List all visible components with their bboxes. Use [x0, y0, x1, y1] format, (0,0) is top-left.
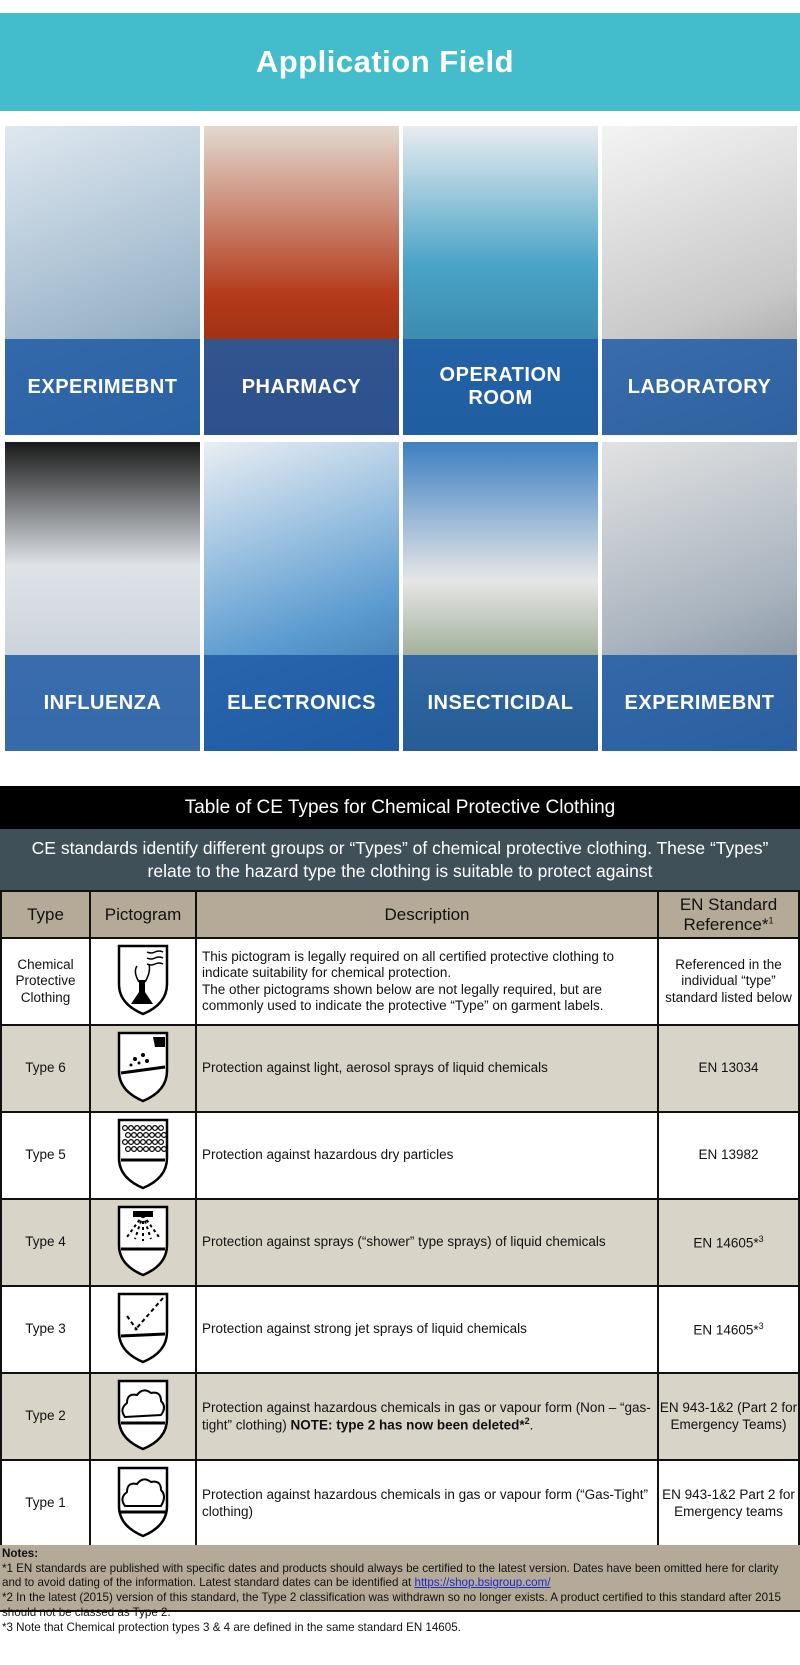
cell-pictogram	[90, 1286, 196, 1373]
cell-standard: EN 943-1&2 (Part 2 for Emergency Teams)	[658, 1373, 799, 1460]
tile-label: EXPERIMEBNT	[5, 339, 200, 435]
header-type: Type	[1, 891, 90, 938]
tile-experiment	[5, 126, 200, 435]
cell-description: Protection against sprays (“shower” type sprays) of liquid chemicals	[196, 1199, 658, 1286]
dry-particles-pictogram-icon	[113, 1116, 173, 1192]
table-subtitle: CE standards identify different groups or “Types” of chemical protective clothing. These “Types” relate to the hazard type the clothing is suitable to protect against	[0, 829, 800, 890]
application-grid	[5, 126, 796, 751]
note-3: *3 Note that Chemical protection types 3 & 4 are defined in the same standard EN 14605.	[2, 1620, 461, 1634]
light-spray-pictogram-icon	[113, 1029, 173, 1105]
cell-pictogram	[90, 1112, 196, 1199]
cell-type: Type 6	[1, 1025, 90, 1112]
tile-insecticidal	[403, 442, 598, 751]
tile-label: LABORATORY	[602, 339, 797, 435]
cell-description: Protection against light, aerosol sprays of liquid chemicals	[196, 1025, 658, 1112]
tile-label: INSECTICIDAL	[403, 655, 598, 751]
table-row	[1, 1286, 799, 1373]
cell-standard: Referenced in the individual “type” standard listed below	[658, 938, 799, 1025]
cell-pictogram	[90, 1025, 196, 1112]
table-row	[1, 938, 799, 1025]
cell-pictogram	[90, 1373, 196, 1460]
tile-label: PHARMACY	[204, 339, 399, 435]
tile-label: OPERATION ROOM	[403, 339, 598, 435]
application-field-banner	[0, 13, 800, 111]
cell-standard: EN 13034	[658, 1025, 799, 1112]
banner-title: Application Field	[255, 44, 515, 79]
note-2: *2 In the latest (2015) version of this standard, the Type 2 classification was withdrawn so no longer exists. A product certified to this standard after 2015 should not be classed as Type 2.	[2, 1591, 781, 1619]
cell-description: Protection against strong jet sprays of liquid chemicals	[196, 1286, 658, 1373]
tile-experiment-2	[602, 442, 797, 751]
cell-standard: EN 14605*$^3$	[658, 1199, 799, 1286]
tile-influenza	[5, 442, 200, 751]
gas-cloud-pictogram-icon	[113, 1377, 173, 1453]
cell-type: Type 2	[1, 1373, 90, 1460]
cell-standard: EN 943-1&2 Part 2 for Emergency teams	[658, 1460, 799, 1547]
shower-spray-pictogram-icon	[113, 1203, 173, 1279]
notes	[0, 1545, 800, 1634]
cell-description: Protection against hazardous chemicals in gas or vapour form (“Gas-Tight” clothing)	[196, 1460, 658, 1547]
table-row	[1, 1373, 799, 1460]
cell-pictogram	[90, 1460, 196, 1547]
cell-type: Type 5	[1, 1112, 90, 1199]
jet-spray-pictogram-icon	[113, 1290, 173, 1366]
cell-pictogram	[90, 1199, 196, 1286]
tile-label: ELECTRONICS	[204, 655, 399, 751]
tile-laboratory	[602, 126, 797, 435]
ce-types-table	[0, 890, 800, 1548]
cell-type: Chemical Protective Clothing	[1, 938, 90, 1025]
notes-heading: Notes:	[2, 1547, 39, 1560]
cell-description: Protection against hazardous dry particles	[196, 1112, 658, 1199]
header-standard: EN Standard Reference*$^1$	[658, 891, 799, 938]
cell-pictogram	[90, 938, 196, 1025]
header-pictogram: Pictogram	[90, 891, 196, 938]
tile-pharmacy	[204, 126, 399, 435]
chemical-flask-pictogram-icon	[113, 942, 173, 1018]
tile-operation-room	[403, 126, 598, 435]
table-row	[1, 1025, 799, 1112]
cell-description: Protection against hazardous chemicals in gas or vapour form (Non – “gas-tight” clothing) NOTE: type 2 has now been deleted*$^2$.	[196, 1373, 658, 1460]
cell-description: This pictogram is legally required on all certified protective clothing to indicate suitability for chemical protection. The other pictograms shown below are not legally required, but are commonly used to indicate the protective “Type” on garment labels.	[196, 938, 658, 1025]
cell-type: Type 4	[1, 1199, 90, 1286]
table-title: Table of CE Types for Chemical Protective Clothing	[0, 786, 800, 829]
bsi-link[interactable]: https://shop.bsigroup.com/	[414, 1576, 551, 1590]
tile-label: EXPERIMEBNT	[602, 655, 797, 751]
cell-standard: EN 14605*$^3$	[658, 1286, 799, 1373]
gas-tight-pictogram-icon	[113, 1464, 173, 1540]
table-row	[1, 1199, 799, 1286]
cell-standard: EN 13982	[658, 1112, 799, 1199]
note-1: *1 EN standards are published with specific dates and products should always be certified to the latest version. Dates have been omitted here for clarity and to avoid dating of the information. Latest standard dates can be identified at https://shop.bsigroup.com/	[2, 1561, 779, 1590]
cell-type: Type 1	[1, 1460, 90, 1547]
table-row	[1, 1112, 799, 1199]
cell-type: Type 3	[1, 1286, 90, 1373]
tile-label: INFLUENZA	[5, 655, 200, 751]
tile-electronics	[204, 442, 399, 751]
header-description: Description	[196, 891, 658, 938]
table-row	[1, 1460, 799, 1547]
